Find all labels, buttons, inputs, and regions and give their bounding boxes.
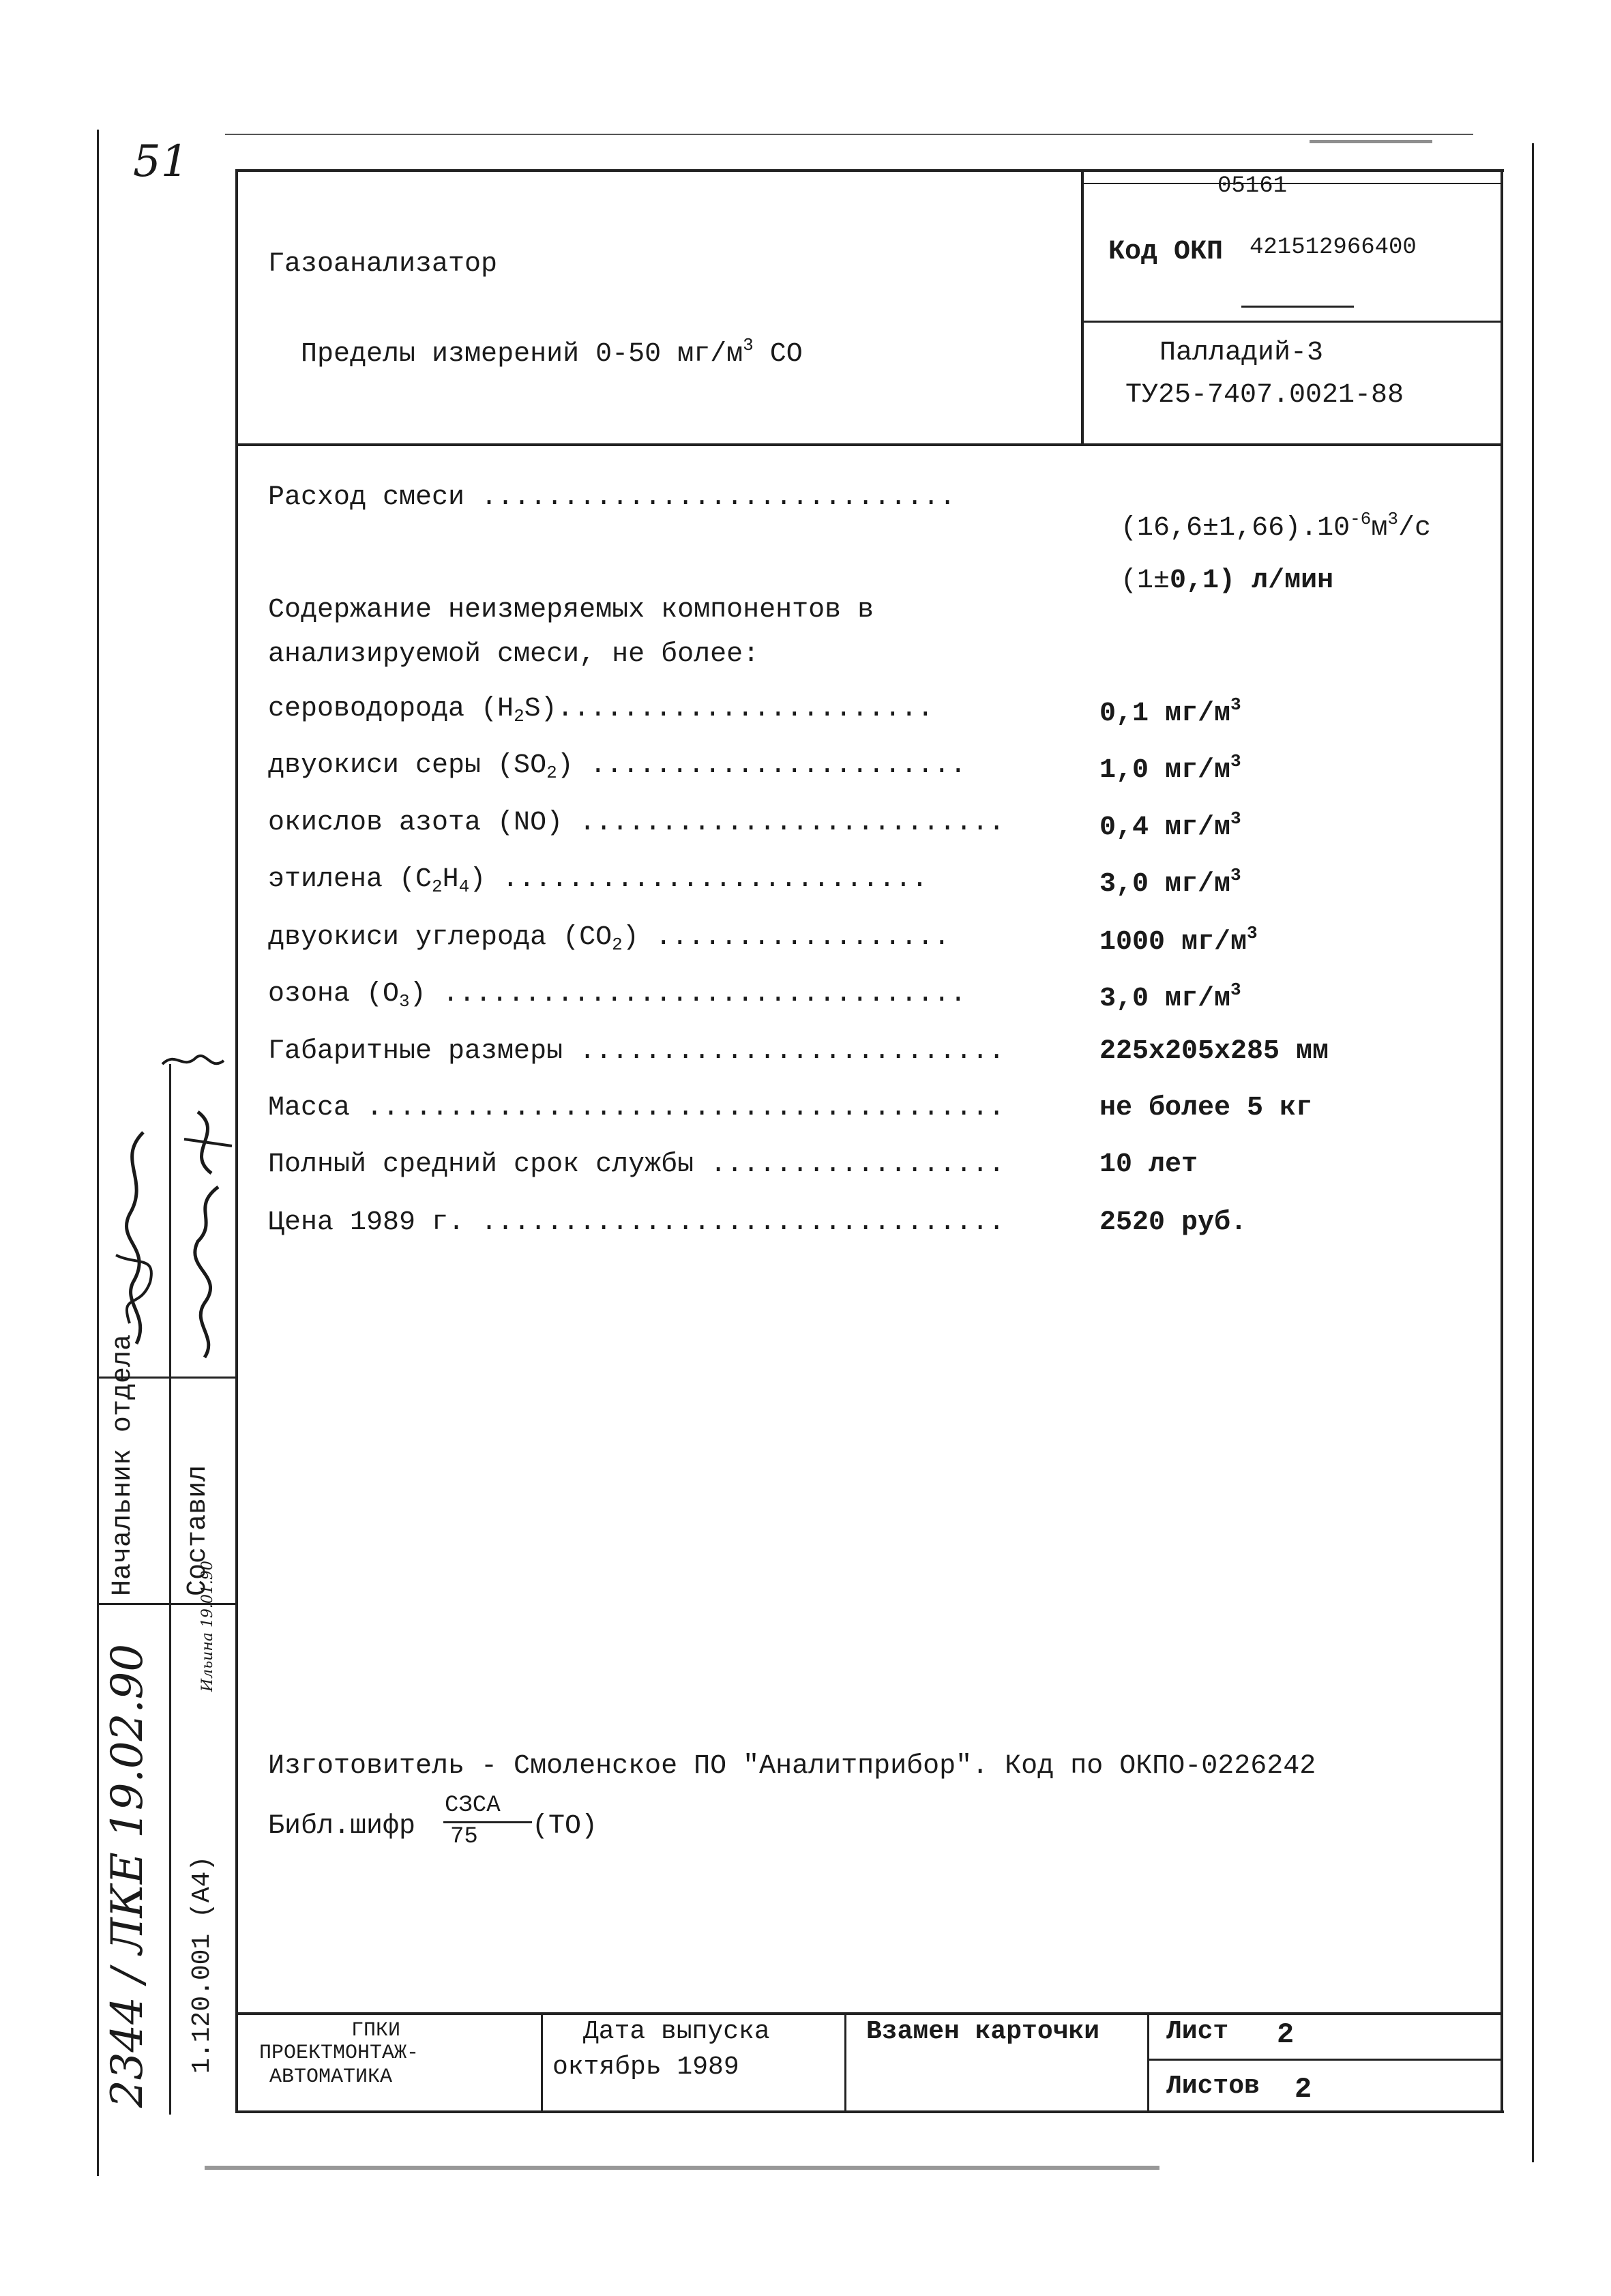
component-row xyxy=(268,752,966,782)
spec-label: Габаритные размеры .......................... xyxy=(268,1036,1005,1067)
component-post: ) ....................... xyxy=(557,750,966,781)
flow-label: Расход смеси ............................. xyxy=(268,482,956,513)
tu-number: ТУ25-7407.0021-88 xyxy=(1125,380,1404,411)
signature-author xyxy=(171,1105,239,1364)
spec-label: Масса ....................................... xyxy=(268,1093,1005,1123)
main-frame-bottom xyxy=(235,2110,1504,2113)
org-line-2: ПРОЕКТМОНТАЖ- xyxy=(259,2042,419,2065)
flow-value-pm: ± xyxy=(1202,513,1220,544)
component-value-sup: 3 xyxy=(1230,865,1241,885)
outer-top-line xyxy=(225,134,1473,135)
component-value-sup: 3 xyxy=(1230,980,1241,1000)
main-frame-top xyxy=(235,169,1504,172)
inventory-note: 2344 / ЛКЕ 19.02.90 xyxy=(102,1643,153,2108)
flow-alt-pm: ± xyxy=(1153,565,1170,596)
component-value xyxy=(1099,924,1258,956)
header-divider xyxy=(235,443,1503,446)
component-value-text: 0,1 мг/м xyxy=(1099,698,1231,729)
spec-value: не более 5 кг xyxy=(1099,1093,1313,1123)
component-pre: двуокиси серы (SO xyxy=(268,750,547,781)
range-prefix: Пределы измерений 0-50 мг/м xyxy=(301,339,743,370)
component-value xyxy=(1099,866,1241,898)
component-post: ) .................. xyxy=(622,922,950,953)
component-sub: 2 xyxy=(546,763,557,783)
issue-label: Дата выпуска xyxy=(583,2017,770,2046)
footer-sheet-divider xyxy=(1147,2059,1503,2061)
spec-value: 2520 руб. xyxy=(1099,1207,1247,1238)
model-name: Палладий-3 xyxy=(1159,338,1324,368)
footer-top xyxy=(235,2012,1503,2015)
component-post: ) ................................ xyxy=(409,979,966,1010)
page-number: 51 xyxy=(133,136,189,187)
issue-date: октябрь 1989 xyxy=(552,2052,739,2082)
component-value-sup: 3 xyxy=(1247,923,1258,943)
sheet-value: 2 xyxy=(1277,2018,1295,2051)
flow-alt-value xyxy=(1088,540,1333,595)
content-heading-1: Содержание неизмеряемых компонентов в xyxy=(268,595,874,625)
bottom-scan-mark xyxy=(205,2166,1159,2170)
signature-head xyxy=(102,1119,171,1364)
component-post: H xyxy=(442,864,459,895)
compiled-by-label: Составил xyxy=(183,1465,213,1596)
range-sup: 3 xyxy=(743,335,754,355)
outer-left-line xyxy=(97,130,99,2176)
component-row xyxy=(268,924,950,954)
component-value xyxy=(1099,981,1241,1013)
sheets-label: Листов xyxy=(1166,2072,1260,2101)
flow-value xyxy=(1088,483,1431,542)
range-suffix: CO xyxy=(753,339,803,370)
flow-alt-a: (1 xyxy=(1121,565,1154,596)
component-value xyxy=(1099,752,1241,784)
flow-alt-b: 0,1) л/мин xyxy=(1170,565,1334,596)
library-suffix: (ТО) xyxy=(532,1811,598,1842)
head-of-department-label: Начальник отдела xyxy=(108,1334,138,1596)
component-sub: 2 xyxy=(514,706,524,726)
component-post2: ) .......................... xyxy=(469,864,928,895)
component-pre: этилена (C xyxy=(268,864,432,895)
main-frame-right xyxy=(1501,169,1503,2113)
component-sub: 2 xyxy=(432,877,443,897)
component-pre: окислов азота (NO) .......................... xyxy=(268,808,1005,838)
component-sub: 3 xyxy=(399,991,410,1012)
component-pre: озона (O xyxy=(268,979,400,1010)
sheets-value: 2 xyxy=(1295,2073,1312,2106)
component-value-sup: 3 xyxy=(1230,808,1241,829)
card-number: 05161 xyxy=(1217,173,1288,199)
library-numerator: СЗСА xyxy=(445,1793,501,1819)
flow-value-d: /c xyxy=(1398,513,1431,544)
org-line-1: ГПКИ xyxy=(351,2019,401,2042)
footer-v2 xyxy=(844,2012,846,2112)
handwritten-note: Ильина 19.01.90 xyxy=(199,1561,216,1692)
flow-value-c: м xyxy=(1371,513,1388,544)
content-heading-2: анализируемой смеси, не более: xyxy=(268,639,760,670)
okp-underline xyxy=(1241,306,1354,308)
spec-value: 10 лет xyxy=(1099,1149,1198,1180)
component-sub: 2 xyxy=(612,934,623,955)
component-value-sup: 3 xyxy=(1230,694,1241,715)
flow-value-a: (16,6 xyxy=(1121,513,1203,544)
measurement-range xyxy=(268,309,803,368)
okp-value: 421512966400 xyxy=(1250,235,1417,261)
component-post: S)....................... xyxy=(524,694,934,724)
header-number-divider xyxy=(1082,183,1502,184)
library-label: Библ.шифр xyxy=(268,1811,416,1842)
outer-right-line xyxy=(1532,143,1534,2162)
spec-label: Полный средний срок службы .................. xyxy=(268,1149,1005,1180)
component-row xyxy=(268,810,1005,837)
component-value-text: 3,0 мг/м xyxy=(1099,869,1231,900)
footer-v3 xyxy=(1147,2012,1149,2112)
component-pre: сероводорода (H xyxy=(268,694,514,724)
header-vertical xyxy=(1081,169,1084,445)
replace-label: Взамен карточки xyxy=(866,2017,1100,2046)
component-value-text: 1000 мг/м xyxy=(1099,927,1247,958)
component-value-text: 1,0 мг/м xyxy=(1099,755,1231,786)
product-name: Газоанализатор xyxy=(268,249,498,280)
flow-value-exp: -6 xyxy=(1350,509,1372,529)
component-row xyxy=(268,866,928,896)
sheet-label: Лист xyxy=(1166,2017,1229,2046)
component-value xyxy=(1099,696,1241,728)
okp-label: Код ОКП xyxy=(1108,237,1224,267)
component-value xyxy=(1099,810,1241,842)
format-label: 1.120.001 (А4) xyxy=(188,1855,217,2074)
spec-value: 225x205x285 мм xyxy=(1099,1036,1329,1067)
footer-v1 xyxy=(541,2012,543,2112)
component-value-text: 0,4 мг/м xyxy=(1099,812,1231,843)
component-row xyxy=(268,696,934,725)
library-denominator: 75 xyxy=(450,1824,478,1850)
header-code-divider xyxy=(1081,321,1502,323)
org-line-3: АВТОМАТИКА xyxy=(269,2065,393,2089)
component-sub2: 4 xyxy=(458,877,470,897)
component-value-sup: 3 xyxy=(1230,751,1241,771)
margin-note-mark xyxy=(156,1044,237,1078)
flow-value-b: 1,66).10 xyxy=(1219,513,1350,544)
component-pre: двуокиси углерода (CO xyxy=(268,922,612,953)
library-fraction-bar xyxy=(443,1821,532,1823)
component-row xyxy=(268,981,966,1010)
top-scan-mark xyxy=(1310,140,1432,143)
manufacturer-line: Изготовитель - Смоленское ПО "Аналитприбор". Код по ОКПО-0226242 xyxy=(268,1751,1316,1782)
flow-value-exp2: 3 xyxy=(1387,509,1398,529)
spec-label: Цена 1989 г. ................................ xyxy=(268,1207,1005,1238)
component-value-text: 3,0 мг/м xyxy=(1099,984,1231,1014)
